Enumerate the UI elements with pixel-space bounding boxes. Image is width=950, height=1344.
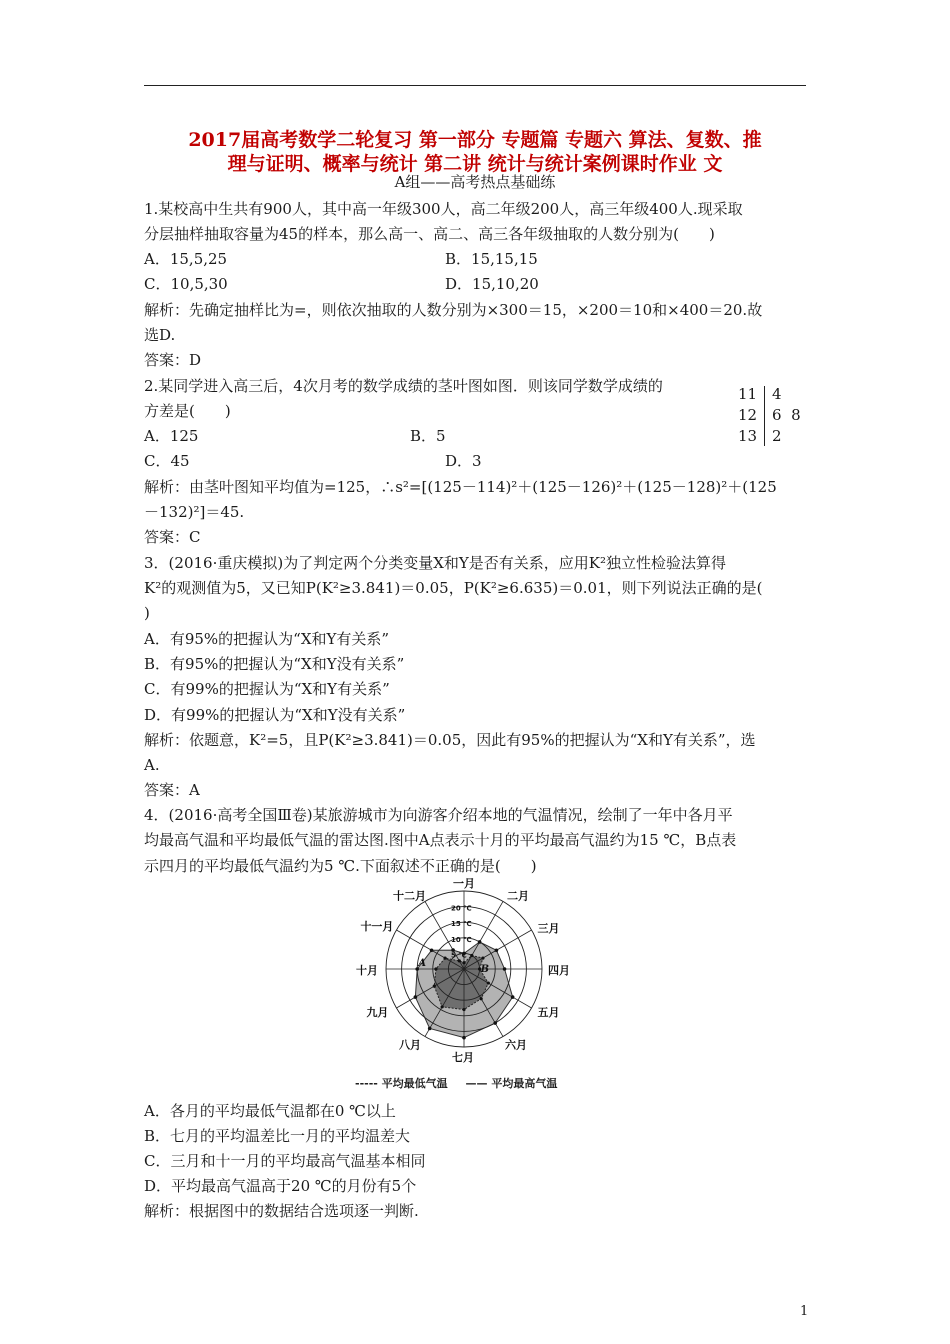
q4-option-d: D．平均最高气温高于20 ℃的月份有5个 bbox=[144, 1177, 417, 1195]
month-label: 十一月 bbox=[360, 920, 394, 933]
q3-analysis-line2: A. bbox=[144, 756, 160, 774]
month-label: 九月 bbox=[366, 1006, 389, 1019]
low-temp-point bbox=[480, 997, 483, 1000]
stem-value: 13 bbox=[738, 427, 758, 445]
ring-label: 10 ℃ bbox=[451, 935, 472, 944]
q2-stem-line2: 方差是( ) bbox=[144, 402, 231, 420]
page-number: 1 bbox=[800, 1304, 809, 1319]
q4-analysis-line1: 解析：根据图中的数据结合选项逐一判断. bbox=[144, 1202, 419, 1220]
month-label: 十二月 bbox=[393, 889, 426, 903]
high-temp-point bbox=[511, 995, 515, 999]
q3-option-b: B．有95%的把握认为“X和Y没有关系” bbox=[144, 655, 405, 673]
q4-option-c: C．三月和十一月的平均最高气温基本相同 bbox=[144, 1152, 426, 1170]
high-temp-point bbox=[430, 948, 434, 952]
document-title bbox=[144, 128, 806, 176]
q1-option-d: D．15,10,20 bbox=[445, 275, 539, 293]
q4-stem-line1: 4．(2016·高考全国Ⅲ卷)某旅游城市为向游客介绍本地的气温情况，绘制了一年中各月平 bbox=[144, 806, 733, 824]
q3-answer: 答案：A bbox=[144, 781, 200, 799]
ring-label: 5 ℃ bbox=[451, 951, 467, 960]
low-temp-point bbox=[443, 956, 446, 959]
q4-stem-line2: 均最高气温和平均最低气温的雷达图.图中A点表示十月的平均最高气温约为15 ℃，B点表 bbox=[144, 831, 737, 849]
stem-value: 12 bbox=[738, 406, 758, 424]
leaf-values: 4 bbox=[772, 385, 782, 403]
low-temp-point bbox=[462, 961, 465, 964]
leaf-values: 2 bbox=[772, 427, 782, 445]
title-line-2: 理与证明、概率与统计 第二讲 统计与统计案例课时作业 文 bbox=[227, 153, 723, 175]
month-label: 六月 bbox=[505, 1038, 527, 1052]
ring-label: 15 ℃ bbox=[451, 920, 472, 929]
q3-analysis-line1: 解析：依题意，K²=5，且P(K²≥3.841)＝0.05，因此有95%的把握认为“X和Y有关系”，选 bbox=[144, 731, 756, 749]
low-temp-point bbox=[458, 959, 461, 962]
q1-analysis-line1: 解析：先确定抽样比为=，则依次抽取的人数分别为×300＝15，×200＝10和×400＝20.故 bbox=[144, 301, 763, 319]
q2-option-a: A．125 bbox=[144, 427, 199, 445]
q1-option-c: C．10,5,30 bbox=[144, 275, 228, 293]
stem-row-3 bbox=[738, 426, 782, 446]
low-temp-point bbox=[481, 956, 484, 959]
low-temp-point bbox=[487, 981, 490, 984]
q3-stem-line1: 3．(2016·重庆模拟)为了判定两个分类变量X和Y是否有关系，应用K²独立性检验法算得 bbox=[144, 554, 726, 572]
stem-value: 11 bbox=[738, 385, 758, 403]
q1-option-a: A．15,5,25 bbox=[144, 250, 228, 268]
leaf-values: 6 8 bbox=[772, 406, 801, 424]
q2-option-d: D．3 bbox=[445, 452, 482, 470]
high-temp-point bbox=[495, 948, 499, 952]
high-temp-point bbox=[428, 1027, 432, 1031]
top-rule bbox=[144, 85, 806, 86]
month-label: 十月 bbox=[356, 964, 378, 977]
radar-legend bbox=[355, 1075, 605, 1091]
q2-option-c: C．45 bbox=[144, 452, 190, 470]
point-b-label: B bbox=[480, 964, 490, 975]
q1-analysis-line2: 选D. bbox=[144, 326, 176, 344]
q1-answer: 答案：D bbox=[144, 351, 202, 369]
high-temp-point bbox=[414, 995, 418, 999]
low-temp-point bbox=[434, 967, 437, 970]
high-temp-point bbox=[503, 967, 507, 971]
q4-option-b: B．七月的平均温差比一月的平均温差大 bbox=[144, 1127, 411, 1145]
low-temp-point bbox=[462, 1008, 465, 1011]
radar-chart bbox=[355, 876, 595, 1072]
q2-option-b: B．5 bbox=[410, 427, 446, 445]
stem-row-1 bbox=[738, 384, 782, 404]
q2-stem-line1: 2.某同学进入高三后，4次月考的数学成绩的茎叶图如图．则该同学数学成绩的 bbox=[144, 377, 663, 395]
q3-option-c: C．有99%的把握认为“X和Y有关系” bbox=[144, 680, 390, 698]
q2-analysis-line1: 解析：由茎叶图知平均值为=125，∴s²=[(125－114)²＋(125－126)²＋(125－128)²＋(125 bbox=[144, 478, 777, 496]
high-temp-point bbox=[493, 1021, 497, 1025]
q3-option-d: D．有99%的把握认为“X和Y没有关系” bbox=[144, 706, 406, 724]
ring-label: 20 ℃ bbox=[451, 904, 472, 913]
month-label: 二月 bbox=[507, 889, 529, 903]
low-temp-point bbox=[441, 1005, 444, 1008]
month-label: 一月 bbox=[453, 877, 475, 890]
q2-answer: 答案：C bbox=[144, 528, 201, 546]
month-label: 八月 bbox=[399, 1038, 421, 1052]
q4-stem-line3: 示四月的平均最低气温约为5 ℃.下面叙述不正确的是( ) bbox=[144, 857, 537, 875]
legend-low: ----- 平均最低气温 bbox=[355, 1077, 448, 1090]
q3-option-a: A．有95%的把握认为“X和Y有关系” bbox=[144, 630, 390, 648]
low-temp-point bbox=[433, 985, 436, 988]
q3-stem-line3: ) bbox=[144, 604, 150, 622]
month-label: 七月 bbox=[452, 1051, 474, 1064]
q2-analysis-line2: －132)²]＝45. bbox=[144, 503, 245, 521]
q1-stem-line2: 分层抽样抽取容量为45的样本，那么高一、高二、高三各年级抽取的人数分别为( ) bbox=[144, 225, 715, 243]
month-label: 五月 bbox=[537, 1006, 560, 1019]
q1-stem-line1: 1.某校高中生共有900人，其中高一年级300人，高二年级200人，高三年级400人.现采取 bbox=[144, 200, 743, 218]
q3-stem-line2: K²的观测值为5，又已知P(K²≥3.841)＝0.05，P(K²≥6.635)＝0.01，则下列说法正确的是( bbox=[144, 579, 763, 597]
q1-option-b: B．15,15,15 bbox=[445, 250, 538, 268]
high-temp-point bbox=[462, 1036, 466, 1040]
stem-leaf-divider bbox=[764, 386, 765, 446]
high-temp-point bbox=[478, 940, 482, 944]
stem-row-2 bbox=[738, 405, 801, 425]
low-temp-point bbox=[470, 954, 473, 957]
month-label: 四月 bbox=[548, 964, 570, 977]
point-a-label: A bbox=[418, 958, 426, 969]
group-heading: A组——高考热点基础练 bbox=[394, 173, 556, 191]
legend-high: —— 平均最高气温 bbox=[465, 1077, 558, 1090]
q4-option-a: A．各月的平均最低气温都在0 ℃以上 bbox=[144, 1102, 396, 1120]
title-line-1: 2017届高考数学二轮复习 第一部分 专题篇 专题六 算法、复数、推 bbox=[188, 129, 762, 151]
month-label: 三月 bbox=[537, 922, 560, 935]
